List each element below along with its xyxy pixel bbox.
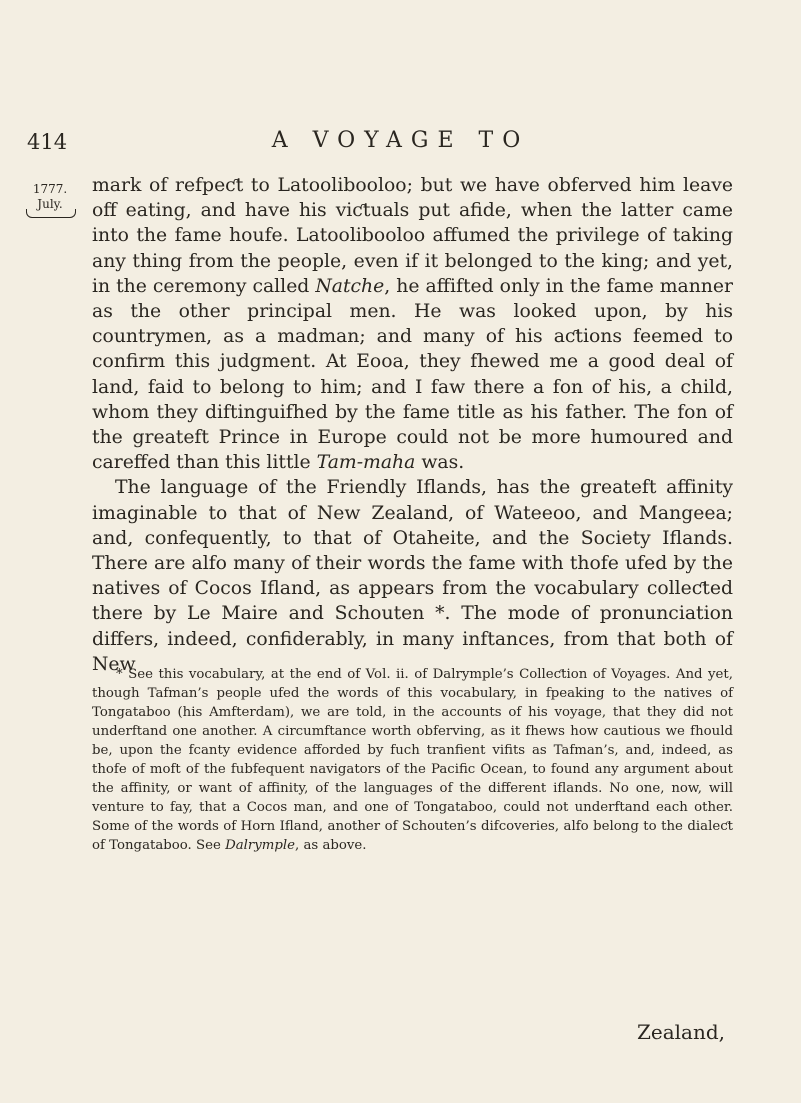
paragraph-1-text-a: mark of refpeƈt to Latoolibooloo; but we have obferved him leave off eating, and have his viƈtuals put afide, when the latter came into the fame houfe. Latoolibooloo affumed the privilege of taking any thing from the people, even if it belonged to the king; and yet, in the ceremony called — [92, 175, 733, 297]
margin-note — [24, 182, 76, 212]
body-text — [92, 173, 733, 677]
margin-year: 1777. — [32, 182, 68, 196]
margin-brace — [26, 209, 76, 218]
footnote-text-a: * See this vocabulary, at the end of Vol. ii. of Dalrymple’s Colleƈtion of Voyages. And yet, though Tafman’s people ufed the words of this vocabulary, in fpeaking to the natives of Tongataboo (his Amfterdam), we are told, in the accounts of his voyage, that they did not underftand one another. A circumftance worth obferving, as it fhews how cautious we fhould be, upon the fcanty evidence afforded by fuch tranfient vifits as Tafman’s, and, indeed, as thofe of moft of the fubfequent navigators of the Pacific Ocean, to found any argument about the affinity, or want of affinity, of the languages of the different iflands. No one, now, will venture to fay, that a Cocos man, and one of Tongataboo, could not underftand each other. Some of the words of Horn Ifland, another of Schouten’s difcoveries, alfo belong to the dialeƈt of Tongataboo. See — [92, 667, 733, 853]
catchword: Zealand, — [637, 1020, 726, 1044]
paragraph-1-text-c: was. — [415, 452, 465, 474]
paragraph-1-text-b: , he affifted only in the fame manner as the other principal men. He was looked upon, by his countrymen, as a madman; and many of his aƈtions feemed to confirm this judgment. At Eooa, they fhewed me a good deal of land, faid to belong to him; and I faw there a fon of his, a child, whom they diftinguifhed by the fame title as his father. The fon of the greateft Prince in Europe could not be more humoured and careffed than this little — [92, 275, 733, 474]
running-title: A VOYAGE TO — [271, 128, 530, 153]
paragraph-1 — [92, 173, 733, 475]
italic-tammaha: Tam-maha — [316, 452, 416, 474]
margin-month: July. — [37, 197, 63, 211]
page-number: 414 — [27, 130, 68, 154]
italic-natche: Natche — [315, 275, 385, 297]
footnote-text-b: , as above. — [295, 838, 367, 853]
paragraph-2: The language of the Friendly Iflands, has the greateft affinity imaginable to that of New Zealand, of Wateeoo, and Mangeea; and, confequently, to that of Otaheite, and the Society Iflands. There are alfo many of their words the fame with thofe ufed by the natives of Cocos Ifland, as appears from the vocabulary colleƈted there by Le Maire and Schouten *. The mode of pronunciation differs, indeed, confiderably, in many inftances, from that both of New — [92, 477, 733, 675]
footnote-italic-dalrymple: Dalrymple — [225, 838, 296, 853]
footnote — [92, 665, 733, 855]
